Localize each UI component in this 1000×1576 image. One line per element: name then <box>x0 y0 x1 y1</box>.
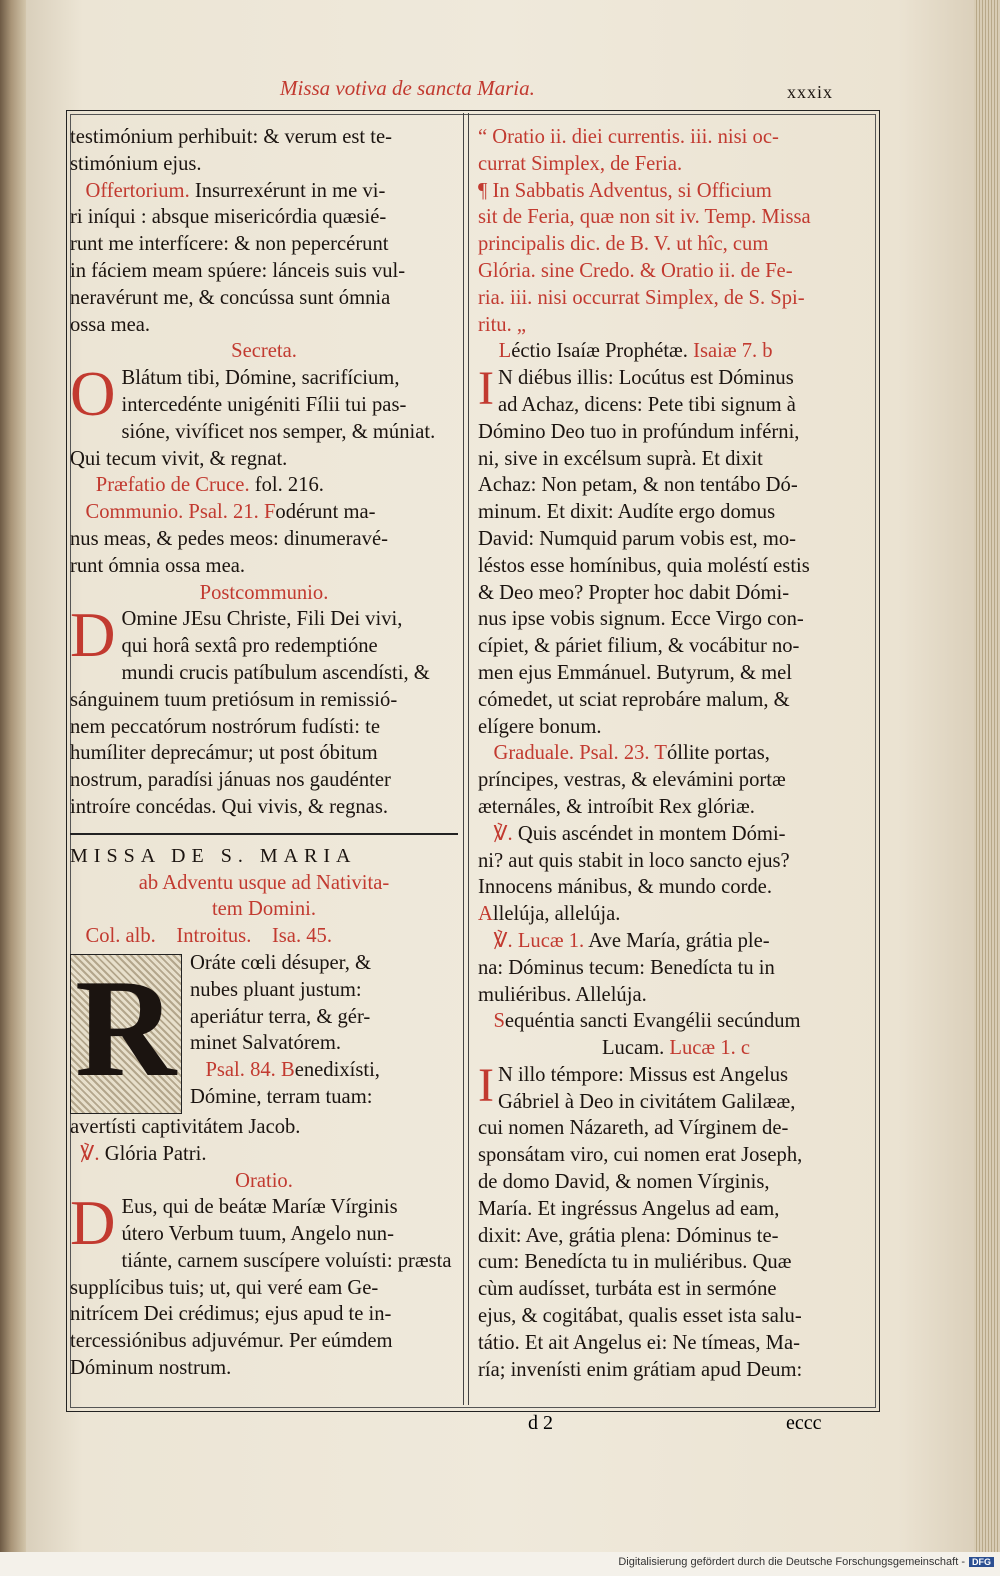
text-line: cùm audísset, turbáta est in sermóne <box>478 1278 777 1301</box>
lectio-initial: L <box>498 340 512 363</box>
text-line: Glória Patri. <box>99 1142 207 1165</box>
text-line: ni? aut quis stabit in loco sancto ejus? <box>478 849 790 872</box>
text-line: equéntia sancti Evangélii secúndum <box>504 1010 801 1033</box>
running-title: Missa votiva de sancta Maria. <box>280 76 535 100</box>
text-line: Innocens mánibus, & mundo corde. <box>478 876 772 899</box>
text-line: Dómino Deo tuo in profúndum inférni, <box>478 420 800 443</box>
text-line: enedixísti, <box>294 1059 380 1082</box>
text-line: léstos esse homínibus, quia moléstí estis <box>478 554 810 577</box>
lectio-title: éctio Isaíæ Prophétæ. <box>511 340 688 363</box>
oratio-block <box>70 1188 458 1382</box>
dropcap: O <box>70 359 116 430</box>
offertorium <box>70 178 458 205</box>
oratio-heading: Oratio. <box>235 1169 293 1192</box>
rubric-line: currat Simplex, de Feria. <box>478 152 683 175</box>
versicle <box>478 928 874 955</box>
graduale-label: Graduale. Psal. 23. <box>493 742 650 765</box>
rubric-line: ria. iii. nisi occurrat Simplex, de S. Spi- <box>478 286 805 309</box>
text-line: dixit: Ave, grátia plena: Dóminus te- <box>478 1224 779 1247</box>
postcommunio-block <box>70 600 458 820</box>
text-line: Gábriel à Deo in civitátem Galilææ, <box>497 1090 796 1113</box>
text-line: men ejus Emmánuel. Butyrum, & mel <box>478 661 793 684</box>
lectio-block <box>478 362 874 740</box>
postcommunio-heading: Postcommunio. <box>199 581 329 604</box>
woodcut-letter: R <box>75 950 177 1106</box>
page-stack-edge <box>974 0 1000 1552</box>
text-line: aperiátur terra, & gér- <box>190 1005 371 1028</box>
text-line: nitrícem Dei crédimus; ejus apud te in- <box>70 1303 392 1326</box>
versicle <box>478 821 874 848</box>
text-line: sponsátam viro, cui nomen erat Joseph, <box>478 1144 803 1167</box>
text-line: Omine JEsu Christe, Fili Dei vivi, <box>121 608 403 631</box>
rubric-line: principalis dic. de B. V. ut hîc, cum <box>478 233 769 256</box>
text-line: útero Verbum tuum, Angelo nun- <box>121 1223 394 1246</box>
versicle-symbol: ℣. <box>493 822 513 845</box>
text-line: cui nomen Názareth, ad Vírginem de- <box>478 1117 789 1140</box>
text-line: sióne, vivíficet nos semper, & múniat. <box>121 420 436 443</box>
text-line: Ave María, grátia ple- <box>584 929 770 952</box>
dropcap: I <box>478 362 494 416</box>
sequentia-line <box>478 1035 874 1062</box>
praefatio <box>70 472 458 499</box>
text-line: óllite portas, <box>666 742 770 765</box>
text-line: Dómine, terram tuam: <box>190 1085 373 1108</box>
praefatio-label: Præfatio de Cruce. <box>95 474 250 497</box>
text-line: ejus, & cogitábat, qualis esset ista salu- <box>478 1305 802 1328</box>
text-line: David: Numquid parum vobis est, mo- <box>478 527 797 550</box>
text-line: príncipes, vestras, & elevámini portæ <box>478 769 786 792</box>
text-line: N diébus illis: Locútus est Dóminus <box>497 367 794 390</box>
text-line: tercessiónibus adjuvémur. Per eúmdem <box>70 1330 393 1353</box>
sequentia-ref: Lucæ 1. c <box>664 1037 751 1060</box>
introitus-heading <box>70 923 458 950</box>
lectio-heading <box>478 338 874 365</box>
text-line: N illo témpore: Missus est Angelus <box>497 1063 789 1086</box>
text-line: llelúja, allelúja. <box>492 903 621 926</box>
text-line: ría; invenísti enim grátiam apud Deum: <box>478 1358 803 1381</box>
dfg-logo: DFG <box>969 1557 994 1567</box>
text-line: cómedet, ut sciat reprobáre malum, & <box>478 688 790 711</box>
woodcut-initial <box>70 950 182 1114</box>
text-line: tiánte, carnem suscípere voluísti: præsta <box>121 1249 452 1272</box>
text-line: cípiet, & páriet filium, & vocábitur no- <box>478 635 800 658</box>
text-line: Blátum tibi, Dómine, sacrifícium, <box>121 367 400 390</box>
missa-subtitle: ab Adventu usque ad Nativita- <box>138 871 390 894</box>
missa-subtitle: tem Domini. <box>211 898 317 921</box>
text-line: cum: Benedícta tu in muliéribus. Quæ <box>478 1251 792 1274</box>
text-line: testimónium perhibuit: & verum est te- <box>70 126 393 148</box>
dropcap: D <box>70 600 116 671</box>
text-line: ad Achaz, dicens: Pete tibi signum à <box>497 393 796 416</box>
versicle <box>70 1141 458 1168</box>
graduale-initial: T <box>649 742 667 765</box>
text-line: María. Et ingréssus Angelus ad eam, <box>478 1197 780 1220</box>
communio-initial: F <box>258 501 276 524</box>
color-rubric: Col. alb. <box>85 925 156 948</box>
lectio-ref: Isaiæ 7. b <box>687 340 773 363</box>
catchword: eccc <box>786 1412 822 1434</box>
column-rule <box>468 113 469 1405</box>
text-line: Oráte cœli désuper, & <box>190 951 372 974</box>
text-line: ni, sive in excélsum suprà. Et dixit <box>478 447 763 470</box>
rubric-line: ritu. „ <box>478 313 527 336</box>
text-line: avertísti captivitátem Jacob. <box>70 1115 301 1138</box>
text-line: elígere bonum. <box>478 715 602 738</box>
missa-title: MISSA DE S. MARIA <box>70 844 357 867</box>
column-rule <box>463 113 464 1405</box>
text-line: muliéribus. Allelúja. <box>478 983 647 1006</box>
text-line: Lucam. <box>601 1037 665 1060</box>
text-line: & Deo meo? Propter hoc dabit Dómi- <box>478 581 790 604</box>
introit-block <box>70 950 458 1111</box>
text-line: stimónium ejus. <box>70 152 202 175</box>
rubric-line: ¶ In Sabbatis Adventus, si Officium <box>478 179 772 202</box>
text-line: in fáciem meam spúere: lánceis suis vul- <box>70 259 406 282</box>
communio <box>70 499 458 526</box>
dropcap: D <box>70 1188 116 1259</box>
communio-label: Communio. Psal. 21. <box>85 501 259 524</box>
rubric-line: Glória. sine Credo. & Oratio ii. de Fe- <box>478 259 793 282</box>
text-line: nus meas, & pedes meos: dinumeravé- <box>70 527 388 550</box>
dropcap: I <box>478 1058 494 1112</box>
text-line: Quis ascéndet in montem Dómi- <box>512 822 786 845</box>
secreta-heading: Secreta. <box>231 340 297 363</box>
psalm-label: Psal. 84. B <box>205 1059 295 1082</box>
text-line: intercedénte unigéniti Fílii tui pas- <box>121 393 407 416</box>
text-line: humíliter deprecámur; ut post óbitum <box>70 742 378 765</box>
versicle-symbol: ℣. <box>493 929 513 952</box>
text-line: neravérunt me, & concússa sunt ómnia <box>70 286 391 309</box>
text-line: Achaz: Non petam, & non tentábo Dó- <box>478 474 798 497</box>
lucae-label: Lucæ 1. <box>512 929 585 952</box>
text-line: runt me interfícere: & non pepercérunt <box>70 233 389 256</box>
text-line: na: Dóminus tecum: Benedícta tu in <box>478 956 775 979</box>
text-line: Eus, qui de beátæ Maríæ Vírginis <box>121 1196 398 1219</box>
text-line: tátio. Et ait Angelus ei: Ne tímeas, Ma- <box>478 1331 800 1354</box>
folio-number: xxxix <box>787 82 834 102</box>
alleluia-initial: A <box>478 903 493 926</box>
gospel-block <box>478 1058 874 1384</box>
rubric-line: sit de Feria, quæ non sit iv. Temp. Missa <box>478 206 811 229</box>
text-line: mundi crucis patíbulum ascendísti, & <box>121 661 430 684</box>
text-line: nostrum, paradísi jánuas nos gaudénter <box>70 769 391 792</box>
text-line: sánguinem tuum pretiósum in remissió- <box>70 688 398 711</box>
rubric-line: “ Oratio ii. diei currentis. iii. nisi oc- <box>478 126 779 148</box>
signature-mark: d 2 <box>528 1412 553 1434</box>
graduale <box>478 740 874 767</box>
text-line: Dóminum nostrum. <box>70 1357 232 1380</box>
offertorium-label: Offertorium. <box>85 179 190 202</box>
right-column <box>478 124 874 1383</box>
scan-credit-text: Digitalisierung gefördert durch die Deutsche Forschungsgemeinschaft - <box>618 1556 965 1568</box>
text-line: nubes pluant justum: <box>190 978 362 1001</box>
text-line: ossa mea. <box>70 313 151 336</box>
versicle-symbol: ℣. <box>80 1142 100 1165</box>
left-column <box>70 124 458 1382</box>
section-divider <box>70 833 458 835</box>
text-line: supplícibus tuis; ut, qui veré eam Ge- <box>70 1276 379 1299</box>
text-line: Insurrexérunt in me vi- <box>189 179 386 202</box>
text-line: nem peccatórum nostrórum fudísti: te <box>70 715 380 738</box>
facing-page-edge <box>0 0 28 1576</box>
text-line: ri iníqui : absque misericórdia quæsié- <box>70 206 387 229</box>
text-line: Qui tecum vivit, & regnat. <box>70 447 288 470</box>
text-line: introíre concédas. Qui vivis, & regnas. <box>70 795 388 818</box>
text-line: nus ipse vobis signum. Ecce Virgo con- <box>478 608 804 631</box>
introitus-ref: Isa. 45. <box>271 925 332 948</box>
text-line: runt ómnia ossa mea. <box>70 554 246 577</box>
scan-credit <box>618 1556 994 1568</box>
text-line: qui horâ sextâ pro redemptióne <box>121 635 378 658</box>
text-line: minum. Et dixit: Audíte ergo domus <box>478 501 776 524</box>
text-line: de domo David, & nomen Vírginis, <box>478 1171 770 1194</box>
introitus-label: Introitus. <box>176 925 252 948</box>
sequentia-initial: S <box>493 1010 505 1033</box>
alleluia <box>478 901 874 928</box>
secreta-block <box>70 359 458 472</box>
text-line: æternáles, & introíbit Rex glóriæ. <box>478 795 755 818</box>
praefatio-ref: fol. 216. <box>249 474 324 497</box>
text-line: minet Salvatórem. <box>190 1032 341 1055</box>
sequentia <box>478 1008 874 1035</box>
text-line: odérunt ma- <box>275 501 376 524</box>
